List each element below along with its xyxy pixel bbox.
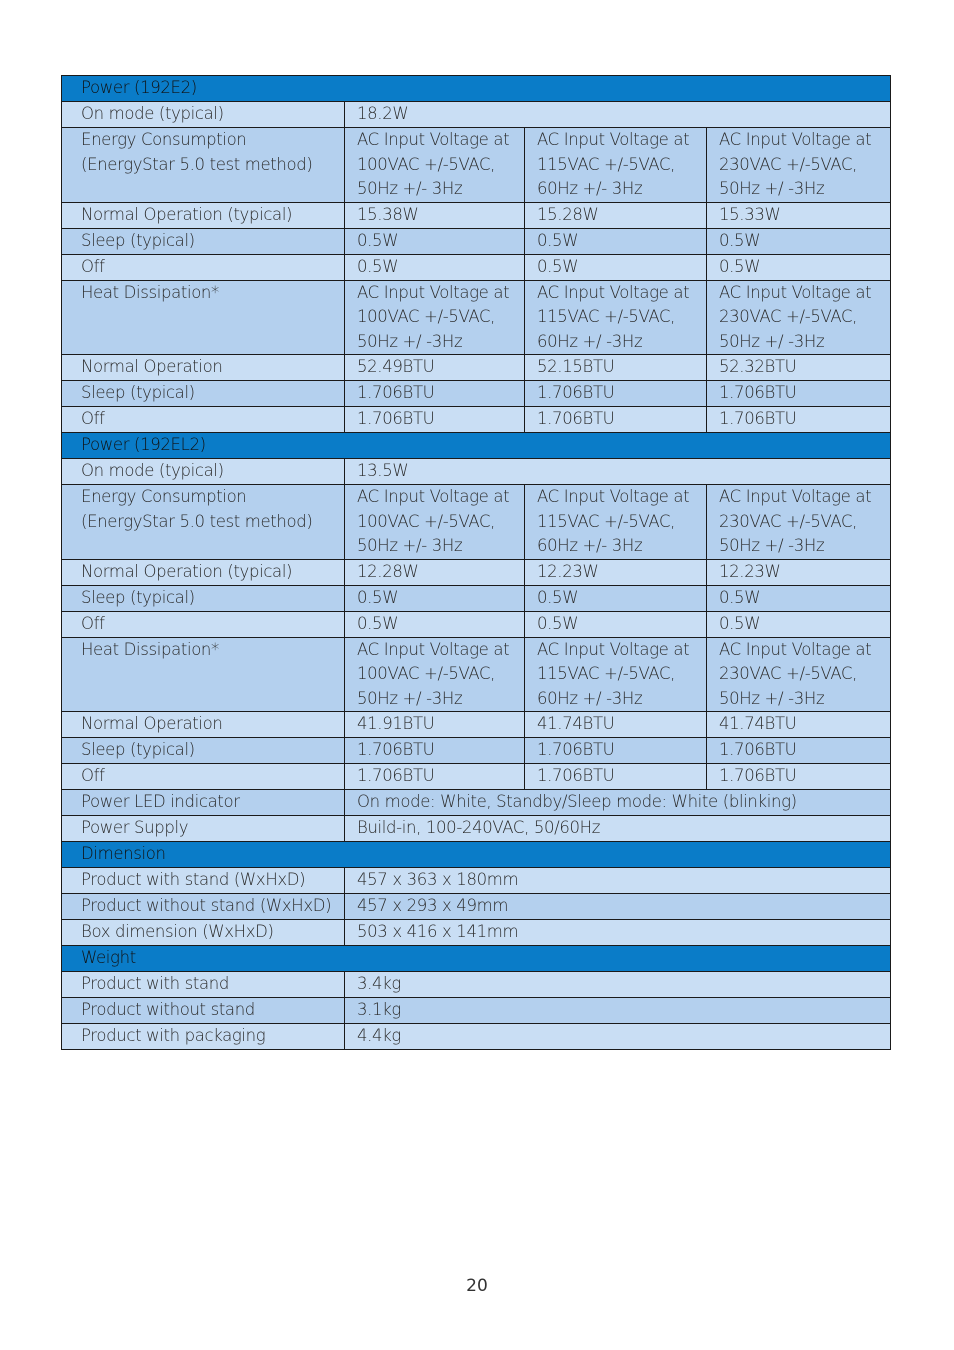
row-label: Off: [62, 407, 345, 433]
row-value: 0.5W: [707, 585, 891, 611]
row-value: 0.5W: [345, 611, 525, 637]
table-row: [62, 254, 891, 280]
table-row: [62, 381, 891, 407]
table-row: [62, 738, 891, 764]
table-row: [62, 637, 891, 712]
row-value: 0.5W: [525, 254, 707, 280]
table-row: [62, 998, 891, 1024]
row-value: 0.5W: [525, 585, 707, 611]
row-label: On mode (typical): [62, 459, 345, 485]
row-value: AC Input Voltage at 230VAC +/-5VAC, 50Hz +/ -3Hz: [707, 485, 891, 560]
row-label: Off: [62, 254, 345, 280]
row-value: 1.706BTU: [525, 764, 707, 790]
page-number: 20: [466, 1276, 488, 1296]
section-header-power-192el2: [62, 433, 891, 459]
row-value: 12.23W: [707, 559, 891, 585]
row-value: 4.4kg: [345, 1024, 891, 1050]
row-value: 52.49BTU: [345, 355, 525, 381]
row-value: 1.706BTU: [707, 381, 891, 407]
row-value: 0.5W: [707, 611, 891, 637]
table-row: [62, 1024, 891, 1050]
row-value: 3.4kg: [345, 972, 891, 998]
table-row: [62, 894, 891, 920]
section-title: Power (192E2): [62, 76, 891, 102]
row-value: AC Input Voltage at 230VAC +/-5VAC, 50Hz +/ -3Hz: [707, 637, 891, 712]
row-value: 52.15BTU: [525, 355, 707, 381]
row-value: 41.74BTU: [525, 712, 707, 738]
row-label: Product without stand: [62, 998, 345, 1024]
row-value: 15.28W: [525, 202, 707, 228]
row-value: AC Input Voltage at 230VAC +/-5VAC, 50Hz +/ -3Hz: [707, 128, 891, 203]
table-row: [62, 920, 891, 946]
row-value: 0.5W: [345, 254, 525, 280]
table-row: [62, 128, 891, 203]
row-value: 12.28W: [345, 559, 525, 585]
section-title: Dimension: [62, 842, 891, 868]
row-value: On mode: White, Standby/Sleep mode: White (blinking): [345, 790, 891, 816]
section-title: Power (192EL2): [62, 433, 891, 459]
row-value: 503 x 416 x 141mm: [345, 920, 891, 946]
table-row: [62, 972, 891, 998]
row-value: 0.5W: [345, 228, 525, 254]
row-value: 457 x 363 x 180mm: [345, 868, 891, 894]
row-value: 1.706BTU: [525, 738, 707, 764]
section-header-power-192e2: [62, 76, 891, 102]
table-row: [62, 816, 891, 842]
row-value: 1.706BTU: [345, 407, 525, 433]
row-value: 13.5W: [345, 459, 891, 485]
row-value: 15.38W: [345, 202, 525, 228]
section-title: Weight: [62, 946, 891, 972]
row-label: Sleep (typical): [62, 381, 345, 407]
row-label: Sleep (typical): [62, 585, 345, 611]
row-label: Heat Dissipation*: [62, 637, 345, 712]
row-value: 0.5W: [707, 228, 891, 254]
row-value: 0.5W: [525, 611, 707, 637]
row-value: 1.706BTU: [345, 764, 525, 790]
row-label: Product with stand (WxHxD): [62, 868, 345, 894]
row-value: 15.33W: [707, 202, 891, 228]
table-row: [62, 355, 891, 381]
row-value: 0.5W: [707, 254, 891, 280]
row-value: 1.706BTU: [525, 381, 707, 407]
row-label: Normal Operation (typical): [62, 202, 345, 228]
row-value: AC Input Voltage at 115VAC +/-5VAC, 60Hz +/- 3Hz: [525, 128, 707, 203]
row-value: 12.23W: [525, 559, 707, 585]
table-row: [62, 407, 891, 433]
row-label: Heat Dissipation*: [62, 280, 345, 355]
table-row: [62, 459, 891, 485]
table-row: [62, 712, 891, 738]
row-value: AC Input Voltage at 115VAC +/-5VAC, 60Hz +/ -3Hz: [525, 637, 707, 712]
table-row: [62, 202, 891, 228]
row-value: 457 x 293 x 49mm: [345, 894, 891, 920]
row-label: Energy Consumption (EnergyStar 5.0 test method): [62, 128, 345, 203]
row-value: 41.74BTU: [707, 712, 891, 738]
row-value: 1.706BTU: [345, 381, 525, 407]
row-value: 1.706BTU: [345, 738, 525, 764]
row-value: 0.5W: [525, 228, 707, 254]
row-value: 1.706BTU: [707, 764, 891, 790]
row-value: AC Input Voltage at 100VAC +/-5VAC, 50Hz +/- 3Hz: [345, 485, 525, 560]
table-row: [62, 228, 891, 254]
table-row: [62, 485, 891, 560]
row-value: 1.706BTU: [707, 738, 891, 764]
row-value: 1.706BTU: [525, 407, 707, 433]
row-label: On mode (typical): [62, 102, 345, 128]
row-label: Product with packaging: [62, 1024, 345, 1050]
row-label: Product with stand: [62, 972, 345, 998]
row-value: AC Input Voltage at 115VAC +/-5VAC, 60Hz +/ -3Hz: [525, 280, 707, 355]
row-label: Power LED indicator: [62, 790, 345, 816]
row-value: 41.91BTU: [345, 712, 525, 738]
row-label: Sleep (typical): [62, 738, 345, 764]
table-row: [62, 559, 891, 585]
section-header-weight: [62, 946, 891, 972]
specifications-table: [61, 75, 891, 1050]
row-label: Box dimension (WxHxD): [62, 920, 345, 946]
row-label: Product without stand (WxHxD): [62, 894, 345, 920]
row-label: Off: [62, 611, 345, 637]
row-value: 0.5W: [345, 585, 525, 611]
row-value: 52.32BTU: [707, 355, 891, 381]
table-row: [62, 280, 891, 355]
row-label: Normal Operation: [62, 712, 345, 738]
row-value: AC Input Voltage at 230VAC +/-5VAC, 50Hz +/ -3Hz: [707, 280, 891, 355]
row-value: Build-in, 100-240VAC, 50/60Hz: [345, 816, 891, 842]
row-label: Energy Consumption (EnergyStar 5.0 test method): [62, 485, 345, 560]
row-value: 18.2W: [345, 102, 891, 128]
row-value: AC Input Voltage at 100VAC +/-5VAC, 50Hz +/ -3Hz: [345, 280, 525, 355]
row-value: 1.706BTU: [707, 407, 891, 433]
table-row: [62, 868, 891, 894]
section-header-dimension: [62, 842, 891, 868]
row-label: Normal Operation: [62, 355, 345, 381]
row-value: AC Input Voltage at 100VAC +/-5VAC, 50Hz +/ -3Hz: [345, 637, 525, 712]
table-row: [62, 764, 891, 790]
table-row: [62, 611, 891, 637]
row-value: AC Input Voltage at 100VAC +/-5VAC, 50Hz +/- 3Hz: [345, 128, 525, 203]
row-label: Sleep (typical): [62, 228, 345, 254]
table-row: [62, 790, 891, 816]
table-row: [62, 585, 891, 611]
row-label: Power Supply: [62, 816, 345, 842]
table-row: [62, 102, 891, 128]
row-value: 3.1kg: [345, 998, 891, 1024]
row-label: Off: [62, 764, 345, 790]
row-label: Normal Operation (typical): [62, 559, 345, 585]
row-value: AC Input Voltage at 115VAC +/-5VAC, 60Hz +/- 3Hz: [525, 485, 707, 560]
